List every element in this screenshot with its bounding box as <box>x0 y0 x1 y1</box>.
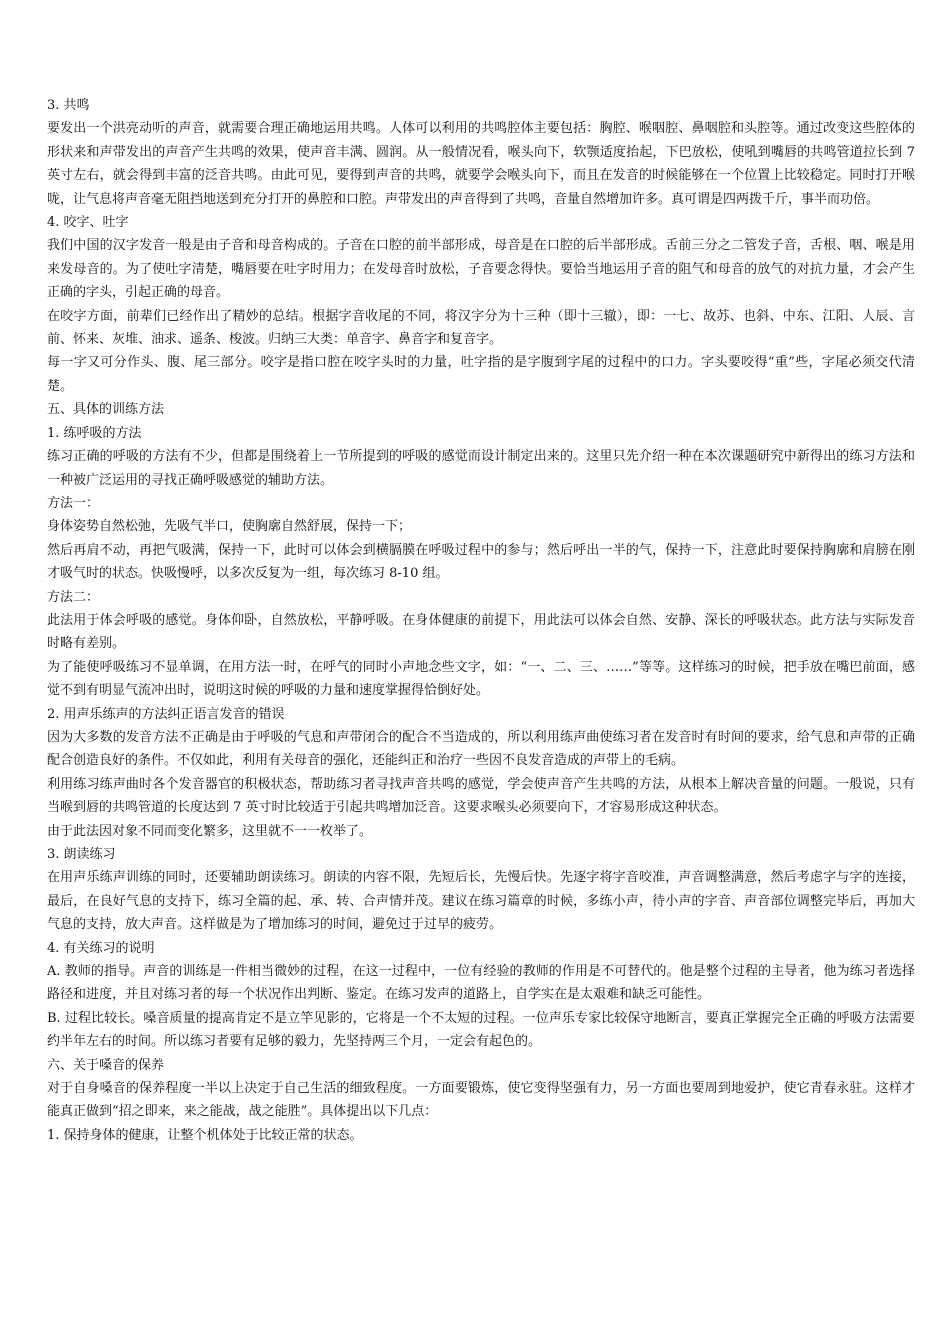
section-heading-notes: 4. 有关练习的说明 <box>47 940 155 956</box>
method-one-step-2: 然后再肩不动，再把气吸满，保持一下，此时可以体会到横膈膜在呼吸过程中的参与；然后呼出一半的气，保持一下，注意此时要保持胸廓和肩膀在刚才吸气时的状态。快吸慢呼，以多次反复为一组，每次练习 8-10 组。 <box>47 542 915 582</box>
paragraph-resonance: 要发出一个洪亮动听的声音，就需要合理正确地运用共鸣。人体可以利用的共鸣腔体主要包括：胸腔、喉咽腔、鼻咽腔和头腔等。通过改变这些腔体的形状来和声带发出的声音产生共鸣的效果，使声音丰满、圆润。从一般情况看，喉头向下，软颚适度抬起，下巴放松，使吼到嘴唇的共鸣管道拉长到 7 英寸左右，就会得到丰富的泛音共鸣。由此可见，要得到声音的共鸣，就要学会喉头向下，而且在发音的时候能够在一个位置上比较稳定。同时打开喉咙，让气息将声音毫无阻挡地送到充分打开的鼻腔和口腔。声带发出的声音得到了共鸣，音量自然增加许多。真可谓是四两拨千斤，事半而功倍。 <box>47 121 915 207</box>
document-body <box>47 94 915 1147</box>
paragraph-notes-a: A. 教师的指导。声音的训练是一件相当微妙的过程，在这一过程中，一位有经验的教师的作用是不可替代的。他是整个过程的主导者，他为练习者选择路径和进度，并且对练习者的每一个状况作出判断、鉴定。在练习发声的道路上，自学实在是太艰难和缺乏可能性。 <box>47 964 915 1003</box>
paragraph-notes-b: B. 过程比较长。嗓音质量的提高肯定不是立竿见影的，它将是一个不太短的过程。一位声乐专家比较保守地断言，要真正掌握完全正确的呼吸方法需要约半年左右的时间。所以练习者要有足够的毅力，先坚持两三个月，一定会有起色的。 <box>47 1010 915 1050</box>
section-heading-articulation: 4. 咬字、吐字 <box>47 215 129 231</box>
section-heading-vocal-exercise: 2. 用声乐练声的方法纠正语言发音的错误 <box>47 706 285 722</box>
method-two-text: 此法用于体会呼吸的感觉。身体仰卧，自然放松，平静呼吸。在身体健康的前提下，用此法可以体会自然、安静、深长的呼吸状态。此方法与实际发音时略有差别。 <box>47 612 915 652</box>
method-one-step-1: 身体姿势自然松弛，先吸气半口，使胸廓自然舒展，保持一下； <box>47 519 412 535</box>
chapter-heading-voice-care: 六、关于嗓音的保养 <box>47 1057 165 1073</box>
paragraph-voice-care: 对于自身嗓音的保养程度一半以上决定于自己生活的细致程度。一方面要锻炼，使它变得坚强有力，另一方面也要周到地爱护，使它青春永驻。这样才能真正做到“招之即来，来之能战，战之能胜”。具体提出以下几点： <box>47 1081 915 1120</box>
method-two-tip: 为了能使呼吸练习不显单调，在用方法一时，在呼气的同时小声地念些文字，如：“一、二、三、……”等等。这样练习的时候，把手放在嘴巴前面，感觉不到有明显气流冲出时，说明这时候的呼吸的力量和速度掌握得恰倒好处。 <box>47 659 915 699</box>
paragraph-articulation-2: 在咬字方面，前辈们已经作出了精妙的总结。根据字音收尾的不同，将汉字分为十三种（即十三辙），即：一七、故苏、也斜、中东、江阳、人辰、言前、怀来、灰堆、油求、遥条、梭波。归纳三大类：单音字、鼻音字和复音字。 <box>47 308 915 348</box>
section-heading-reading: 3. 朗读练习 <box>47 847 116 862</box>
paragraph-articulation-3: 每一字又可分作头、腹、尾三部分。咬字是指口腔在咬字头时的力量，吐字指的是字腹到字尾的过程中的口力。字头要咬得“重”些，字尾必须交代清楚。 <box>47 355 915 394</box>
paragraph-breathing-intro: 练习正确的呼吸的方法有不少，但都是围绕着上一节所提到的呼吸的感觉而设计制定出来的。这里只先介绍一种在本次课题研究中新得出的练习方法和一种被广泛运用的寻找正确呼吸感觉的辅助方法。 <box>47 449 915 488</box>
method-two-label: 方法二： <box>47 589 100 605</box>
paragraph-vocal-3: 由于此法因对象不同而变化繁多，这里就不一一枚举了。 <box>47 823 373 839</box>
paragraph-articulation-1: 我们中国的汉字发音一般是由子音和母音构成的。子音在口腔的前半部形成，母音是在口腔的后半部形成。舌前三分之二管发子音，舌根、咽、喉是用来发母音的。为了使吐字清楚，嘴唇要在吐字时用力；在发母音时放松，子音要念得快。要恰当地运用子音的阻气和母音的放气的对抗力量，才会产生正确的字头，引起正确的母音。 <box>47 238 915 301</box>
voice-care-point-1: 1. 保持身体的健康，让整个机体处于比较正常的状态。 <box>47 1127 363 1143</box>
paragraph-vocal-1: 因为大多数的发音方法不正确是由于呼吸的气息和声带闭合的配合不当造成的，所以利用练声曲使练习者在发音时有时间的要求，给气息和声带的正确配合创造良好的条件。不仅如此，利用有关母音的强化，还能纠正和治疗一些因不良发音造成的声带上的毛病。 <box>47 729 915 769</box>
method-one-label: 方法一： <box>47 495 100 511</box>
paragraph-reading: 在用声乐练声训练的同时，还要辅助朗读练习。朗读的内容不限，先短后长，先慢后快。先逐字将字音咬准，声音调整满意，然后考虑字与字的连接，最后，在良好气息的支持下，练习全篇的起、承、转、合声情并茂。建议在练习篇章的时候，多练小声，待小声的字音、声音部位调整完毕后，再加大气息的支持，放大声音。这样做是为了增加练习的时间，避免过于过早的疲劳。 <box>47 870 915 933</box>
chapter-heading-training: 五、具体的训练方法 <box>47 402 165 418</box>
section-heading-resonance: 3. 共鸣 <box>47 98 90 113</box>
section-heading-breathing: 1. 练呼吸的方法 <box>47 425 142 441</box>
paragraph-vocal-2: 利用练习练声曲时各个发音器官的积极状态，帮助练习者寻找声音共鸣的感觉，学会使声音产生共鸣的方法，从根本上解决音量的问题。一般说，只有当喉到唇的共鸣管道的长度达到 7 英寸时比较适于引起共鸣增加泛音。这要求喉头必须要向下，才容易形成这种状态。 <box>47 776 915 816</box>
